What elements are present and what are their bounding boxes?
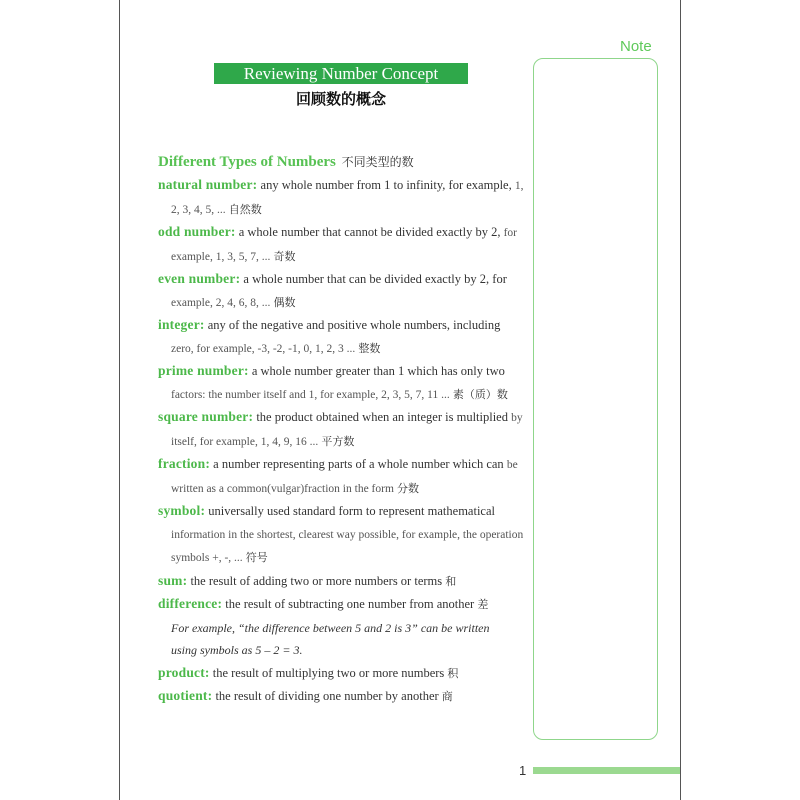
term: integer: xyxy=(158,317,205,332)
definition: a whole number that cannot be divided exactly by 2, xyxy=(238,225,501,239)
term: odd number: xyxy=(158,224,236,239)
entry-even-number xyxy=(158,268,526,314)
term: product: xyxy=(158,664,210,680)
chinese-term: 商 xyxy=(441,690,453,703)
term: difference: xyxy=(158,596,223,611)
page-title: Reviewing Number Concept xyxy=(214,63,468,84)
term: sum: xyxy=(158,572,188,588)
definition: the result of multiplying two or more numbers xyxy=(212,665,445,680)
chinese-term: 偶数 xyxy=(273,295,296,309)
example: for example, 1, 3, 5, 7, ... xyxy=(171,227,517,263)
definition: any whole number from 1 to infinity, for example, xyxy=(260,178,512,192)
entry-quotient xyxy=(158,685,526,709)
section-title-chinese: 不同类型的数 xyxy=(341,155,414,169)
term: symbol: xyxy=(158,503,206,518)
definition: a number representing parts of a whole number which can xyxy=(213,457,504,471)
page-title-chinese: 回顾数的概念 xyxy=(295,90,386,108)
chinese-term: 和 xyxy=(445,574,457,588)
example: information in the shortest, clearest way possible, for example, the operation symbols +, -, ... xyxy=(171,528,524,564)
page-footer-bar xyxy=(533,767,680,774)
chinese-term: 整数 xyxy=(358,341,381,355)
chinese-term: 素（质）数 xyxy=(452,387,508,401)
section-heading xyxy=(158,153,414,171)
difference-example-line-2: using symbols as 5 – 2 = 3. xyxy=(171,643,303,657)
left-page-border xyxy=(119,0,120,800)
chinese-term: 平方数 xyxy=(321,434,355,448)
chinese-term: 符号 xyxy=(245,551,268,564)
chinese-term: 自然数 xyxy=(228,202,262,216)
term: even number: xyxy=(158,271,241,286)
entry-square-number xyxy=(158,406,526,453)
example: by itself, for example, 1, 4, 9, 16 ... xyxy=(171,412,523,448)
definition-list xyxy=(158,174,526,709)
chinese-term: 积 xyxy=(447,666,459,680)
definition: the result of adding two or more numbers or terms xyxy=(190,573,443,588)
note-box xyxy=(533,58,658,740)
term: fraction: xyxy=(158,456,211,471)
note-label: Note xyxy=(620,38,652,55)
chinese-term: 差 xyxy=(477,598,489,611)
difference-example-line-1: For example, “the difference between 5 and 2 is 3” can be written xyxy=(171,620,490,635)
chinese-term: 分数 xyxy=(397,481,420,495)
term: quotient: xyxy=(158,688,213,703)
example: zero, for example, -3, -2, -1, 0, 1, 2, 3 ... xyxy=(171,342,356,355)
example: example, 2, 4, 6, 8, ... xyxy=(171,296,271,309)
term: prime number: xyxy=(158,363,249,378)
entry-natural-number xyxy=(158,174,526,221)
entry-fraction xyxy=(158,453,526,500)
definition: the result of dividing one number by another xyxy=(215,689,439,703)
example: be written as a common(vulgar)fraction in the form xyxy=(171,459,518,495)
entry-prime-number xyxy=(158,360,526,406)
definition: the result of subtracting one number from another xyxy=(225,597,475,611)
page-number: 1 xyxy=(519,763,527,778)
chinese-term: 奇数 xyxy=(273,249,296,263)
example: 1, 2, 3, 4, 5, ... xyxy=(171,180,524,216)
entry-symbol xyxy=(158,500,526,570)
entry-product xyxy=(158,662,526,686)
entry-odd-number xyxy=(158,221,526,268)
term: square number: xyxy=(158,409,254,424)
definition: a whole number greater than 1 which has only two xyxy=(251,364,505,378)
definition: universally used standard form to represent mathematical xyxy=(208,504,495,518)
entry-integer xyxy=(158,314,526,360)
section-title: Different Types of Numbers xyxy=(158,154,336,170)
definition: a whole number that can be divided exactly by 2, for xyxy=(243,272,507,286)
definition: the product obtained when an integer is multiplied xyxy=(256,410,508,424)
term: natural number: xyxy=(158,177,258,192)
entry-sum xyxy=(158,570,526,594)
definition: any of the negative and positive whole numbers, including xyxy=(207,318,501,332)
right-page-border xyxy=(680,0,681,800)
example: factors: the number itself and 1, for example, 2, 3, 5, 7, 11 ... xyxy=(171,388,450,401)
entry-difference xyxy=(158,593,526,662)
